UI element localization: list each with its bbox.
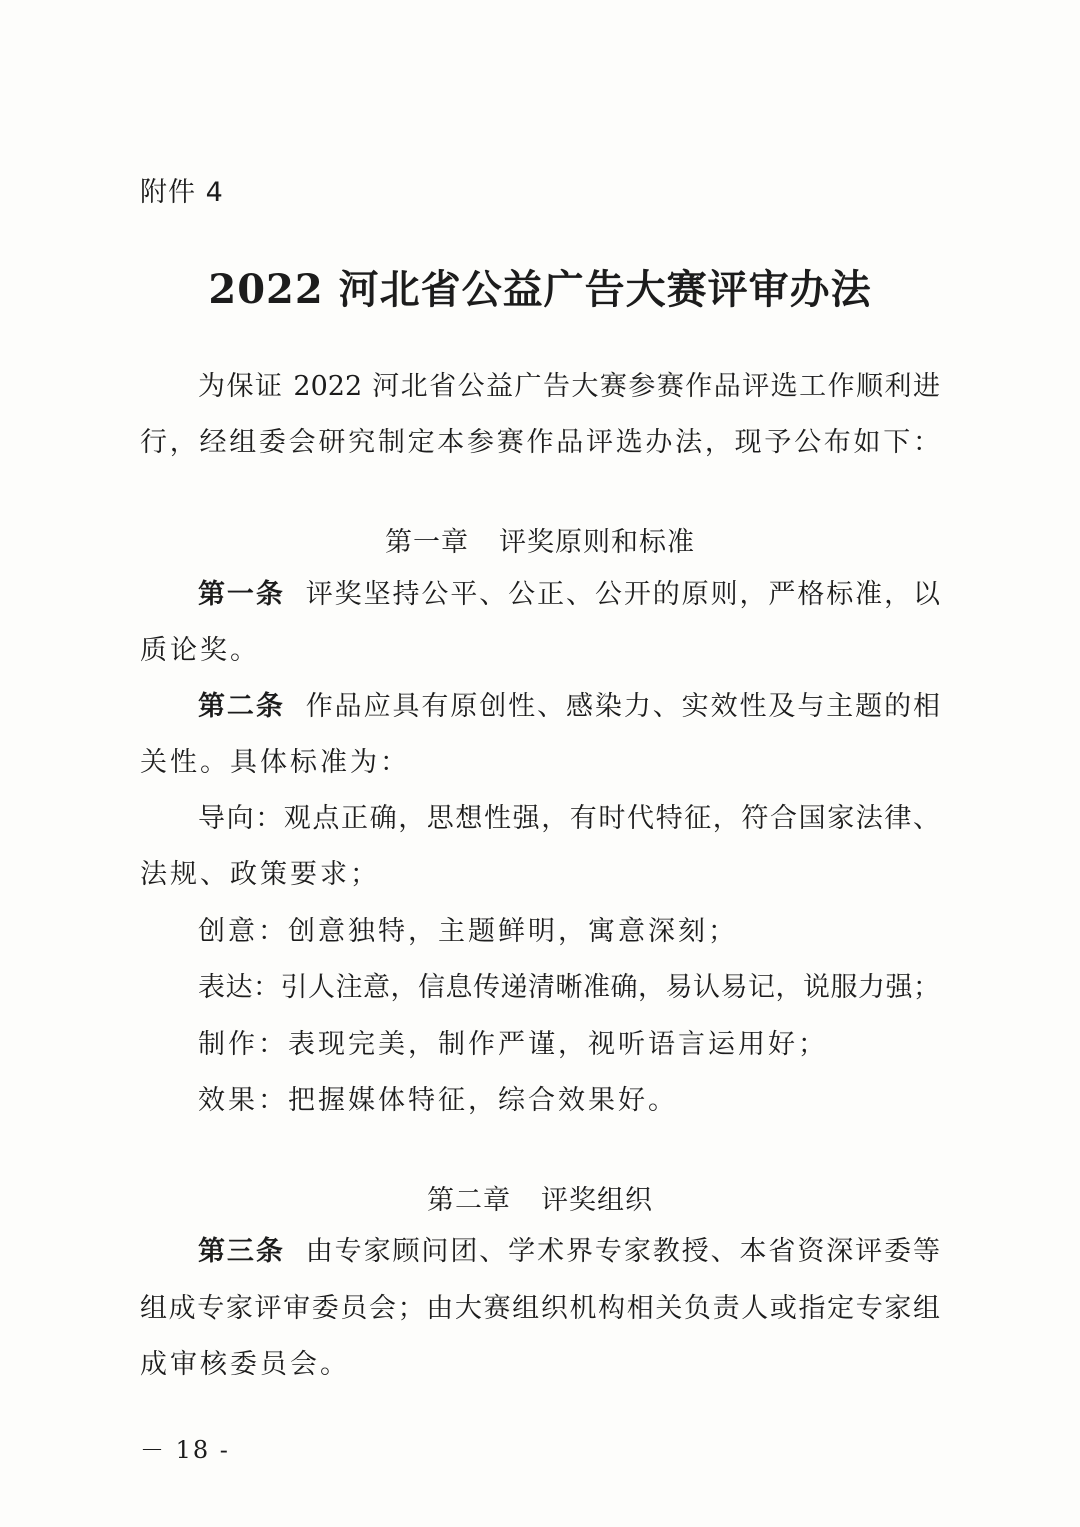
chapter-2-name: 评奖组织	[541, 1185, 653, 1216]
article-2-line-1	[198, 689, 940, 725]
attachment-label: 附件 4	[140, 177, 224, 208]
criteria-creativity: 创意：创意独特，主题鲜明，寓意深刻；	[198, 916, 738, 947]
chapter-1-number: 第一章	[385, 527, 469, 558]
article-3-line-2: 组成专家评审委员会；由大赛组织机构相关负责人或指定专家组	[140, 1293, 940, 1324]
intro-line-2: 行，经组委会研究制定本参赛作品评选办法，现予公布如下：	[140, 427, 940, 458]
page-number: － 18 -	[140, 1436, 230, 1464]
criteria-guidance-line-2: 法规、政策要求；	[140, 859, 380, 890]
chapter-1-heading	[0, 520, 1080, 559]
article-1-line-1	[198, 577, 940, 613]
chapter-1-name: 评奖原则和标准	[499, 527, 695, 558]
chapter-2-number: 第二章	[427, 1185, 511, 1216]
article-3-text: 由专家顾问团、学术界专家教授、本省资深评委等	[305, 1236, 940, 1267]
article-3-line-1	[198, 1234, 940, 1270]
article-3-label: 第三条	[198, 1236, 285, 1267]
article-1-line-2: 质论奖。	[140, 635, 260, 666]
article-2-line-2: 关性。具体标准为：	[140, 747, 410, 778]
criteria-production: 制作：表现完美，制作严谨，视听语言运用好；	[198, 1029, 828, 1060]
criteria-effect: 效果：把握媒体特征，综合效果好。	[198, 1085, 678, 1116]
criteria-guidance-line-1: 导向：观点正确，思想性强，有时代特征，符合国家法律、	[198, 803, 940, 834]
criteria-expression: 表达：引人注意，信息传递清晰准确，易认易记，说服力强；	[198, 972, 940, 1003]
article-2-text: 作品应具有原创性、感染力、实效性及与主题的相	[305, 691, 940, 722]
article-1-label: 第一条	[198, 579, 285, 610]
document-title: 2022 河北省公益广告大赛评审办法	[208, 266, 872, 313]
article-1-text: 评奖坚持公平、公正、公开的原则，严格标准，以	[305, 579, 940, 610]
article-3-line-3: 成审核委员会。	[140, 1349, 350, 1380]
article-2-label: 第二条	[198, 691, 285, 722]
intro-line-1: 为保证 2022 河北省公益广告大赛参赛作品评选工作顺利进	[198, 371, 940, 402]
chapter-2-heading	[0, 1178, 1080, 1217]
